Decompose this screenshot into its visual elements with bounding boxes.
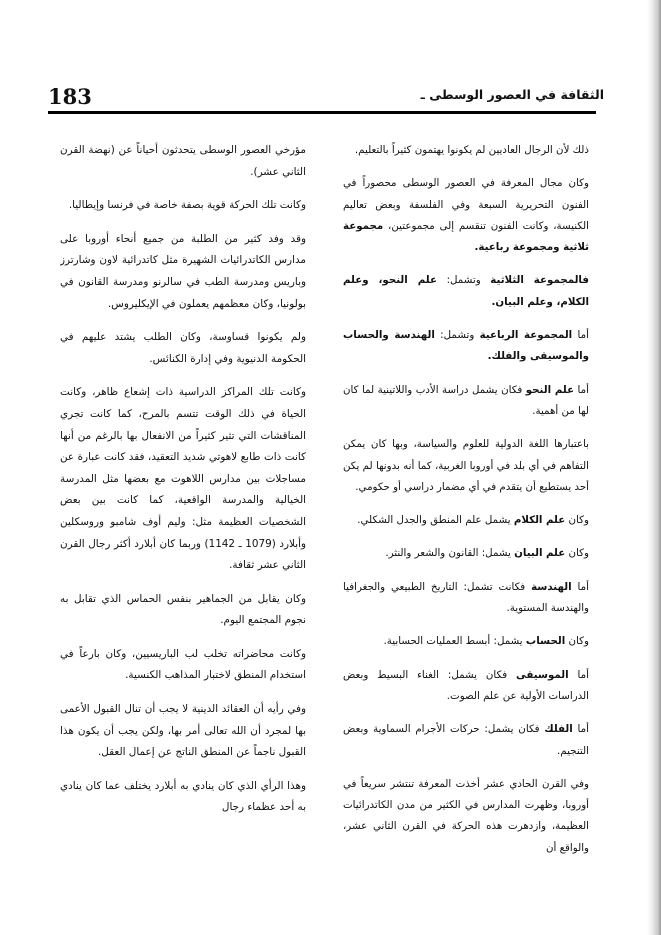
paragraph: وكان يقابل من الجماهير بنفس الحماس الذي تقابل به نجوم المجتمع اليوم. — [60, 592, 306, 627]
paragraph: وفي القرن الحادي عشر أخذت المعرفة تنتشر سريعاً في أوروبا، وظهرت المدارس في الكثير من مدن الكاتدرائيات العظيمة، وازدهرت هذه الحركة في القرن الثاني عشر، والواقع أن — [343, 777, 589, 854]
paragraph: وكان مجال المعرفة في العصور الوسطى محصوراً في الفنون التحريرية السبعة وفي الفلسفة وبعض تعاليم الكنيسة، وكانت الفنون تنقسم إلى مجموعتين، مجموعة ثلاثية ومجموعة رباعية. — [343, 177, 589, 254]
header-rule — [48, 111, 596, 114]
paragraph: فالمجموعة الثلاثية وتشمل: علم النحو، وعلم الكلام، وعلم البيان. — [343, 274, 589, 308]
paragraph: أما علم النحو فكان يشمل دراسة الأدب واللاتينية لما كان لها من أهمية. — [343, 383, 589, 417]
paragraph: وكانت تلك المراكز الدراسية ذات إشعاع ظاهر، وكانت الحياة في ذلك الوقت تتسم بالمرح، كما كانت تجري المناقشات التي تثير كثيراً من الانفعال بها بالرغم من أنها كانت ذات طابع لاهوتي شديد التعقيد، فقد كانت عبارة عن مساجلات بين مدارس اللاهوت مع بعضها مثل المدرسة الخيالية والمدرسة الواقعية، كما كانت بين بعض الشخصيات العظيمة مثل: وليم أوف شامبو وروسكلين وأبلارد (1079 ـ 1142) وربما كان أبلارد أكثر رجال القرن الثاني عشر ثقافة. — [60, 386, 306, 572]
paragraph: ذلك لأن الرجال العاديين لم يكونوا يهتمون كثيراً بالتعليم. — [354, 144, 589, 156]
paragraph: أما الهندسة فكانت تشمل: التاريخ الطبيعي والجغرافيا والهندسة المستوية. — [343, 580, 589, 615]
paragraph: أما الموسيقى فكان يشمل: الغناء البسيط وبعض الدراسات الأولية عن علم الصوت. — [343, 668, 589, 702]
paragraph: وقد وفد كثير من الطلبة من جميع أنحاء أوروبا على مدارس الكاتدرائيات الشهيرة مثل كاتدرائية لاون وشارترز وباريس ومدرسة الطب في سالرنو ومدرسة القانون في بولونيا، وكان معظمهم يعملون في الإيكليروس. — [60, 232, 306, 310]
paragraph: باعتبارها اللغة الدولية للعلوم والسياسة، وبها كان يمكن التفاهم في أي بلد في أوروبا الغربية، كما أنه بدونها لم يكن أحد يستطيع أن يتقدم في أي مضمار دراسي أو حكومي. — [343, 438, 589, 493]
paragraph: وكانت محاضراته تخلب لب الباريسيين، وكان بارعاً في استخدام المنطق لاختبار المذاهب الكنسية. — [60, 647, 306, 682]
paragraph: ولم يكونوا قساوسة، وكان الطلب يشتد عليهم في الحكومة الدنيوية وفي إدارة الكنائس. — [60, 331, 306, 365]
left-column — [60, 140, 306, 880]
page-number: 183 — [48, 84, 92, 109]
paragraph: وفي رأيه أن العقائد الدينية لا يجب أن تنال القبول الأعمى بها لمجرد أن الله تعالى أمر بها، ولكن يجب أن يكون هذا القبول ناجماً عن المنطق الناتج عن إعمال العقل. — [60, 703, 306, 759]
paragraph: وكان علم البيان يشمل: القانون والشعر والنثر. — [385, 547, 589, 560]
paragraph: وكان علم الكلام يشمل علم المنطق والجدل الشكلي. — [357, 514, 589, 527]
page-header — [48, 84, 604, 112]
paragraph: أما المجموعة الرباعية وتشمل: الهندسة والحساب والموسيقى والفلك. — [343, 329, 589, 363]
running-title: الثقافة في العصور الوسطى ـ — [420, 87, 604, 102]
right-column — [343, 140, 589, 880]
paragraph: وكان الحساب يشمل: أبسط العمليات الحسابية. — [383, 635, 589, 648]
paragraph: أما الفلك فكان يشمل: حركات الأجرام السماوية وبعض التنجيم. — [343, 723, 589, 757]
paragraph: مؤرخي العصور الوسطى يتحدثون أحياناً عن (نهضة القرن الثاني عشر). — [60, 144, 306, 178]
paragraph: وهذا الرأي الذي كان ينادي به أبلارد يختلف عما كان ينادي به أحد عظماء رجال — [60, 779, 306, 814]
page-edge-shadow — [647, 0, 661, 935]
paragraph: وكانت تلك الحركة قوية بصفة خاصة في فرنسا وإيطاليا. — [68, 199, 306, 212]
